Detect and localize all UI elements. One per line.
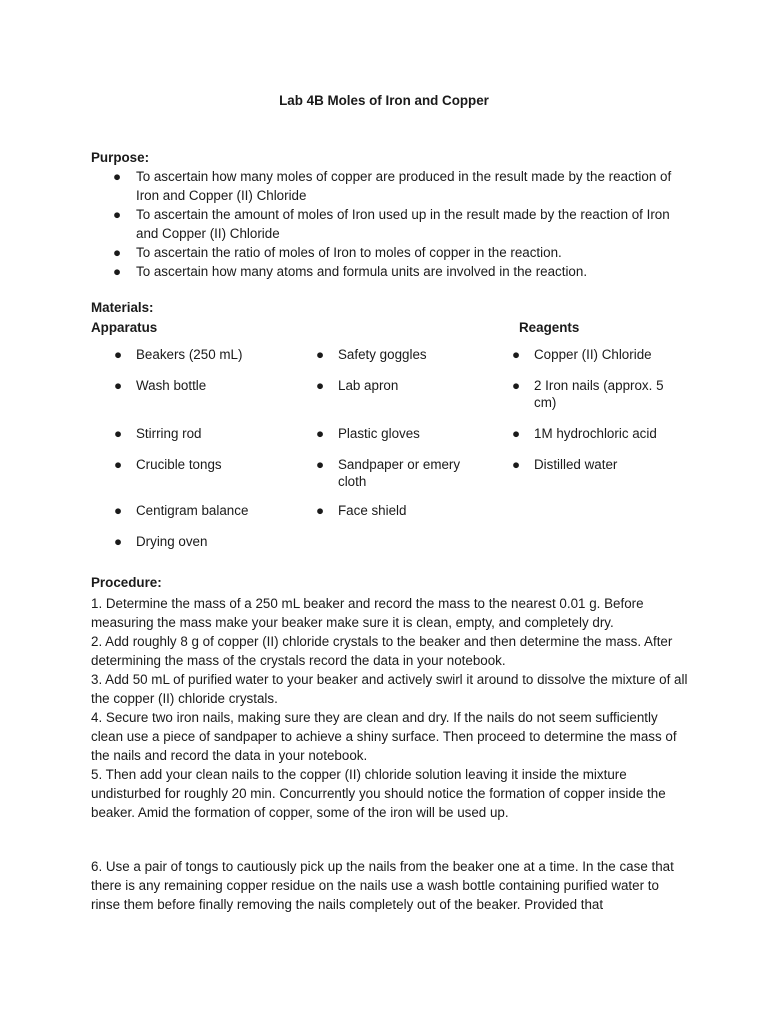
list-item: ● Safety goggles <box>316 347 427 362</box>
procedure-step: 2. Add roughly 8 g of copper (II) chloride crystals to the beaker and then determine the mass. After determining the mass of the crystals record the data in your notebook. <box>91 634 673 668</box>
list-item: ● Plastic gloves <box>316 426 420 441</box>
list-item: ● 1M hydrochloric acid <box>512 426 657 441</box>
bullet-icon: ● <box>316 378 325 393</box>
bullet-icon: ● <box>114 426 123 441</box>
list-item: ● To ascertain the ratio of moles of Iron to moles of copper in the reaction. <box>113 245 562 260</box>
bullet-icon: ● <box>114 347 123 362</box>
list-item: ● To ascertain how many atoms and formula units are involved in the reaction. <box>113 264 588 279</box>
procedure-step: 1. Determine the mass of a 250 mL beaker and record the mass to the nearest 0.01 g. Before measuring the mass make your beaker make sure it is clean, empty, and completely dry. <box>91 596 644 630</box>
list-item: ● To ascertain how many moles of copper are produced in the result made by the reaction of Iron and Copper (II) Chloride <box>113 169 672 203</box>
list-item: ● Sandpaper or emery cloth <box>316 457 461 489</box>
list-item: ● Face shield <box>316 503 407 518</box>
procedure-step-6: 6. Use a pair of tongs to cautiously pick up the nails from the beaker one at a time. In the case that there is any remaining copper residue on the nails use a wash bottle containing purified water to rinse them before finally removing the nails completely out of the beaker. Provided that <box>91 859 674 912</box>
list-item: ● To ascertain the amount of moles of Iron used up in the result made by the reaction of Iron and Copper (II) Chloride <box>113 207 670 241</box>
list-item: ● Centigram balance <box>114 503 249 518</box>
procedure-step: 5. Then add your clean nails to the copper (II) chloride solution leaving it inside the mixture undisturbed for roughly 20 min. Concurrently you should notice the formation of copper inside the beaker. Amid the formation of copper, some of the iron will be used up. <box>91 767 666 820</box>
purpose-list <box>91 167 691 281</box>
bullet-icon: ● <box>512 426 521 441</box>
bullet-icon: ● <box>512 457 521 472</box>
bullet-icon: ● <box>512 347 521 362</box>
list-item: ● Drying oven <box>114 534 208 549</box>
bullet-icon: ● <box>114 457 123 472</box>
list-item: ● Crucible tongs <box>114 457 222 472</box>
page-title: Lab 4B Moles of Iron and Copper <box>279 93 489 108</box>
procedure-step: 4. Secure two iron nails, making sure they are clean and dry. If the nails do not seem sufficiently clean use a piece of sandpaper to achieve a shiny surface. Then proceed to determine the mass of the nails and record the data in your notebook. <box>91 710 677 763</box>
bullet-icon: ● <box>114 378 123 393</box>
bullet-icon: ● <box>113 264 122 279</box>
reagents-heading: Reagents <box>519 320 580 335</box>
list-item: ● Distilled water <box>512 457 618 472</box>
bullet-icon: ● <box>114 503 123 518</box>
bullet-icon: ● <box>113 207 122 222</box>
list-item: ● Wash bottle <box>114 378 207 393</box>
apparatus-heading: Apparatus <box>91 320 158 335</box>
list-item: ● Stirring rod <box>114 426 202 441</box>
list-item: ● Beakers (250 mL) <box>114 347 243 362</box>
bullet-icon: ● <box>316 347 325 362</box>
purpose-heading: Purpose: <box>91 150 150 165</box>
list-item: ● 2 Iron nails (approx. 5 cm) <box>512 378 664 410</box>
procedure-heading: Procedure: <box>91 575 162 590</box>
list-item: ● Copper (II) Chloride <box>512 347 652 362</box>
procedure-step: 3. Add 50 mL of purified water to your beaker and actively swirl it around to dissolve the mixture of all the copper (II) chloride crystals. <box>91 672 688 706</box>
list-item: ● Lab apron <box>316 378 399 393</box>
bullet-icon: ● <box>512 378 521 393</box>
procedure-steps <box>91 594 691 822</box>
bullet-icon: ● <box>316 457 325 472</box>
bullet-icon: ● <box>114 534 123 549</box>
materials-heading: Materials: <box>91 300 154 315</box>
bullet-icon: ● <box>316 426 325 441</box>
bullet-icon: ● <box>316 503 325 518</box>
bullet-icon: ● <box>113 169 122 184</box>
bullet-icon: ● <box>113 245 122 260</box>
